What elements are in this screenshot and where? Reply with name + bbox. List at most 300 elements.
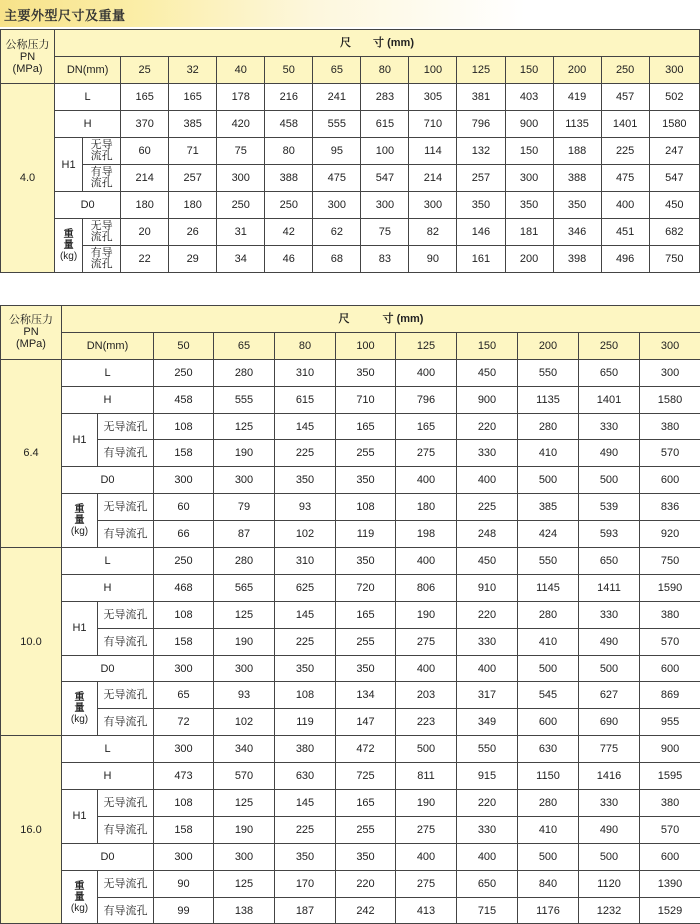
table-cell: 72 (154, 709, 214, 736)
table-cell: 350 (336, 655, 396, 682)
table-cell: 181 (505, 219, 553, 246)
table-cell: 500 (518, 467, 579, 494)
table-row (1, 111, 700, 138)
table-cell: 1590 (640, 574, 700, 601)
table-row (1, 628, 700, 655)
row-label: L (55, 84, 121, 111)
pn-value: 4.0 (1, 84, 55, 273)
table-cell: 340 (214, 736, 275, 763)
size-header: 尺 寸 (mm) (55, 30, 700, 57)
table-cell: 158 (154, 440, 214, 467)
table-cell: 180 (121, 192, 169, 219)
table-cell: 570 (640, 440, 700, 467)
table-row (1, 574, 700, 601)
table-cell: 300 (214, 467, 275, 494)
table-cell: 134 (336, 682, 396, 709)
table-cell: 93 (214, 682, 275, 709)
table-cell: 400 (457, 843, 518, 870)
h1-label: H1 (55, 138, 83, 192)
table-cell: 955 (640, 709, 700, 736)
table-cell: 1529 (640, 897, 700, 924)
table-cell: 190 (396, 601, 457, 628)
table-cell: 410 (518, 440, 579, 467)
no-guide-hole-label: 无导流孔 (98, 682, 154, 709)
table-cell: 146 (457, 219, 505, 246)
table-row (1, 440, 700, 467)
table-cell: 750 (649, 246, 699, 273)
table-cell: 330 (579, 790, 640, 817)
table-cell: 247 (649, 138, 699, 165)
table-cell: 60 (121, 138, 169, 165)
dn-value: 50 (154, 332, 214, 359)
table-cell: 87 (214, 521, 275, 548)
pn-value: 16.0 (1, 736, 62, 924)
table-cell: 457 (601, 84, 649, 111)
table-cell: 220 (457, 601, 518, 628)
table-cell: 420 (217, 111, 265, 138)
table-cell: 80 (265, 138, 313, 165)
table-cell: 1232 (579, 897, 640, 924)
table-cell: 165 (169, 84, 217, 111)
table-cell: 500 (396, 736, 457, 763)
table-cell: 690 (579, 709, 640, 736)
table-cell: 502 (649, 84, 699, 111)
table-cell: 385 (518, 494, 579, 521)
table-cell: 450 (457, 359, 518, 386)
table-cell: 570 (640, 816, 700, 843)
table-cell: 630 (518, 736, 579, 763)
table-cell: 710 (336, 386, 396, 413)
table-cell: 350 (275, 843, 336, 870)
table-cell: 627 (579, 682, 640, 709)
table-row (1, 521, 700, 548)
table-cell: 300 (640, 359, 700, 386)
table-cell: 300 (214, 655, 275, 682)
table-cell: 1580 (640, 386, 700, 413)
table-cell: 1135 (553, 111, 601, 138)
table-cell: 1416 (579, 763, 640, 790)
table-cell: 83 (361, 246, 409, 273)
table-row (1, 655, 700, 682)
table-row (1, 870, 700, 897)
table-cell: 490 (579, 440, 640, 467)
table-cell: 108 (154, 413, 214, 440)
guide-hole-label: 有导流孔 (98, 709, 154, 736)
table-cell: 257 (457, 165, 505, 192)
table-cell: 62 (313, 219, 361, 246)
table-cell: 910 (457, 574, 518, 601)
table-cell: 398 (553, 246, 601, 273)
no-guide-hole-label: 无导流孔 (98, 413, 154, 440)
table-cell: 370 (121, 111, 169, 138)
table-cell: 93 (275, 494, 336, 521)
row-label: H (62, 574, 154, 601)
weight-label: 重 量 (kg) (62, 494, 98, 548)
table-cell: 400 (396, 548, 457, 575)
table-cell: 66 (154, 521, 214, 548)
table-cell: 600 (640, 843, 700, 870)
guide-hole-label: 有导流孔 (98, 628, 154, 655)
table-row (1, 736, 700, 763)
table-row (1, 413, 700, 440)
table-cell: 473 (154, 763, 214, 790)
table-cell: 682 (649, 219, 699, 246)
table-cell: 108 (154, 790, 214, 817)
table-cell: 920 (640, 521, 700, 548)
table-cell: 242 (336, 897, 396, 924)
table-cell: 900 (640, 736, 700, 763)
table-cell: 225 (275, 628, 336, 655)
dn-value: 300 (640, 332, 700, 359)
row-label: D0 (62, 467, 154, 494)
table-cell: 248 (457, 521, 518, 548)
table-cell: 630 (275, 763, 336, 790)
table-cell: 190 (396, 790, 457, 817)
table-cell: 400 (396, 359, 457, 386)
table-cell: 305 (409, 84, 457, 111)
table-cell: 796 (396, 386, 457, 413)
table-cell: 300 (409, 192, 457, 219)
dn-label: DN(mm) (55, 57, 121, 84)
table-cell: 90 (409, 246, 457, 273)
table-cell: 132 (457, 138, 505, 165)
table-cell: 565 (214, 574, 275, 601)
dn-value: 100 (409, 57, 457, 84)
table-cell: 1401 (601, 111, 649, 138)
table-cell: 468 (154, 574, 214, 601)
table-cell: 79 (214, 494, 275, 521)
table-cell: 75 (361, 219, 409, 246)
table-row (1, 601, 700, 628)
table-cell: 330 (457, 440, 518, 467)
table-cell: 310 (275, 359, 336, 386)
weight-label: 重 量 (kg) (55, 219, 83, 273)
table-cell: 1580 (649, 111, 699, 138)
table-cell: 190 (214, 816, 275, 843)
table-cell: 458 (154, 386, 214, 413)
dn-value: 50 (265, 57, 313, 84)
table-cell: 330 (457, 628, 518, 655)
table-row (1, 246, 700, 273)
table-cell: 190 (214, 628, 275, 655)
dn-value: 150 (505, 57, 553, 84)
table-cell: 145 (275, 601, 336, 628)
table-cell: 200 (505, 246, 553, 273)
table-cell: 1150 (518, 763, 579, 790)
dn-value: 40 (217, 57, 265, 84)
dn-value: 80 (361, 57, 409, 84)
table-cell: 225 (275, 816, 336, 843)
table-cell: 165 (336, 413, 396, 440)
table-cell: 555 (313, 111, 361, 138)
table-cell: 796 (457, 111, 505, 138)
table-row (1, 843, 700, 870)
guide-hole-label: 有导流孔 (98, 440, 154, 467)
table-row (1, 763, 700, 790)
table-cell: 20 (121, 219, 169, 246)
table-cell: 300 (214, 843, 275, 870)
table-cell: 198 (396, 521, 457, 548)
pn-header: 公称压力 PN (MPa) (1, 306, 62, 360)
table-cell: 255 (336, 628, 396, 655)
table-cell: 1401 (579, 386, 640, 413)
table-cell: 250 (154, 548, 214, 575)
guide-hole-label: 有导流孔 (98, 897, 154, 924)
row-label: H (55, 111, 121, 138)
table-cell: 811 (396, 763, 457, 790)
table-cell: 275 (396, 816, 457, 843)
table-cell: 150 (505, 138, 553, 165)
table-cell: 90 (154, 870, 214, 897)
table-cell: 413 (396, 897, 457, 924)
table-cell: 34 (217, 246, 265, 273)
table-cell: 1595 (640, 763, 700, 790)
dn-value: 80 (275, 332, 336, 359)
table-cell: 400 (396, 843, 457, 870)
table-cell: 410 (518, 628, 579, 655)
no-guide-hole-label: 无导流孔 (98, 601, 154, 628)
table-cell: 220 (336, 870, 396, 897)
weight-label: 重 量 (kg) (62, 870, 98, 924)
table-cell: 380 (640, 413, 700, 440)
table-cell: 570 (640, 628, 700, 655)
table-cell: 547 (361, 165, 409, 192)
table-cell: 300 (505, 165, 553, 192)
table-cell: 380 (640, 790, 700, 817)
table-cell: 114 (409, 138, 457, 165)
table-cell: 178 (217, 84, 265, 111)
table-cell: 650 (457, 870, 518, 897)
table-cell: 400 (601, 192, 649, 219)
table-cell: 26 (169, 219, 217, 246)
dn-value: 250 (601, 57, 649, 84)
table-cell: 346 (553, 219, 601, 246)
table-cell: 102 (275, 521, 336, 548)
table-cell: 725 (336, 763, 396, 790)
table-cell: 300 (154, 655, 214, 682)
table-cell: 275 (396, 440, 457, 467)
no-guide-hole-label: 无导流孔 (98, 790, 154, 817)
dn-value: 250 (579, 332, 640, 359)
table-cell: 840 (518, 870, 579, 897)
table-cell: 147 (336, 709, 396, 736)
table-cell: 400 (396, 467, 457, 494)
table-cell: 223 (396, 709, 457, 736)
table-cell: 158 (154, 816, 214, 843)
table-cell: 451 (601, 219, 649, 246)
table-cell: 31 (217, 219, 265, 246)
table-row (1, 219, 700, 246)
table-cell: 250 (265, 192, 313, 219)
table-cell: 214 (409, 165, 457, 192)
table-cell: 280 (518, 601, 579, 628)
table-cell: 300 (313, 192, 361, 219)
table-cell: 165 (396, 413, 457, 440)
table-cell: 775 (579, 736, 640, 763)
table-cell: 350 (505, 192, 553, 219)
table-cell: 71 (169, 138, 217, 165)
table-cell: 300 (217, 165, 265, 192)
table-cell: 1120 (579, 870, 640, 897)
dn-value: 100 (336, 332, 396, 359)
table-cell: 570 (214, 763, 275, 790)
guide-hole-label: 有导 流孔 (83, 165, 121, 192)
row-label: L (62, 736, 154, 763)
table-cell: 257 (169, 165, 217, 192)
table-cell: 60 (154, 494, 214, 521)
spec-table-high-pressure (0, 305, 700, 924)
table-cell: 280 (518, 790, 579, 817)
table-cell: 180 (396, 494, 457, 521)
table-cell: 280 (214, 359, 275, 386)
table-cell: 158 (154, 628, 214, 655)
table-cell: 600 (640, 467, 700, 494)
table-cell: 350 (336, 548, 396, 575)
table-cell: 46 (265, 246, 313, 273)
table-cell: 145 (275, 413, 336, 440)
dn-value: 125 (396, 332, 457, 359)
table-cell: 350 (336, 467, 396, 494)
table-cell: 400 (396, 655, 457, 682)
table-cell: 125 (214, 413, 275, 440)
table-cell: 547 (649, 165, 699, 192)
table-cell: 600 (518, 709, 579, 736)
table-cell: 125 (214, 790, 275, 817)
table-cell: 330 (457, 816, 518, 843)
table-cell: 550 (457, 736, 518, 763)
row-label: H (62, 386, 154, 413)
table-cell: 915 (457, 763, 518, 790)
table-row (1, 192, 700, 219)
table-cell: 600 (640, 655, 700, 682)
dn-value: 65 (214, 332, 275, 359)
table-row (1, 682, 700, 709)
table-cell: 381 (457, 84, 505, 111)
dn-value: 200 (518, 332, 579, 359)
table-cell: 615 (275, 386, 336, 413)
table-cell: 220 (457, 413, 518, 440)
table-cell: 400 (457, 467, 518, 494)
table-cell: 22 (121, 246, 169, 273)
table-cell: 250 (217, 192, 265, 219)
h1-label: H1 (62, 413, 98, 467)
table-cell: 490 (579, 816, 640, 843)
table-row (1, 138, 700, 165)
table-cell: 108 (275, 682, 336, 709)
table-cell: 500 (518, 655, 579, 682)
pn-value: 6.4 (1, 359, 62, 547)
table-row (1, 84, 700, 111)
table-cell: 500 (579, 843, 640, 870)
row-label: D0 (62, 655, 154, 682)
table-cell: 310 (275, 548, 336, 575)
table-cell: 496 (601, 246, 649, 273)
table-cell: 82 (409, 219, 457, 246)
table-cell: 170 (275, 870, 336, 897)
table-row (1, 548, 700, 575)
table-cell: 1176 (518, 897, 579, 924)
no-guide-hole-label: 无导流孔 (98, 870, 154, 897)
table-cell: 1145 (518, 574, 579, 601)
table-cell: 350 (553, 192, 601, 219)
row-label: L (62, 548, 154, 575)
table-cell: 102 (214, 709, 275, 736)
table-cell: 349 (457, 709, 518, 736)
table-cell: 108 (154, 601, 214, 628)
table-cell: 458 (265, 111, 313, 138)
table-cell: 125 (214, 870, 275, 897)
table-cell: 424 (518, 521, 579, 548)
table-cell: 180 (169, 192, 217, 219)
dn-value: 25 (121, 57, 169, 84)
table-cell: 330 (579, 413, 640, 440)
guide-hole-label: 有导 流孔 (83, 246, 121, 273)
table-cell: 500 (579, 467, 640, 494)
table-cell: 500 (518, 843, 579, 870)
dn-value: 32 (169, 57, 217, 84)
table-cell: 275 (396, 870, 457, 897)
table-cell: 750 (640, 548, 700, 575)
table-cell: 161 (457, 246, 505, 273)
table-cell: 419 (553, 84, 601, 111)
table-cell: 350 (275, 655, 336, 682)
table-cell: 95 (313, 138, 361, 165)
dn-label: DN(mm) (62, 332, 154, 359)
table-cell: 475 (601, 165, 649, 192)
table-cell: 250 (154, 359, 214, 386)
table-cell: 410 (518, 816, 579, 843)
table-cell: 300 (154, 467, 214, 494)
no-guide-hole-label: 无导 流孔 (83, 138, 121, 165)
table-cell: 300 (361, 192, 409, 219)
table-cell: 225 (457, 494, 518, 521)
table-cell: 403 (505, 84, 553, 111)
h1-label: H1 (62, 601, 98, 655)
size-header: 尺 寸 (mm) (62, 306, 700, 333)
pn-value: 10.0 (1, 548, 62, 736)
table-cell: 165 (121, 84, 169, 111)
table-cell: 65 (154, 682, 214, 709)
table-cell: 108 (336, 494, 396, 521)
page-title: 主要外型尺寸及重量 (4, 5, 126, 24)
table-row (1, 816, 700, 843)
table-cell: 225 (601, 138, 649, 165)
table-cell: 119 (336, 521, 396, 548)
table-cell: 100 (361, 138, 409, 165)
dn-value: 150 (457, 332, 518, 359)
table-cell: 138 (214, 897, 275, 924)
table-cell: 317 (457, 682, 518, 709)
table-row (1, 897, 700, 924)
table-cell: 275 (396, 628, 457, 655)
table-cell: 1390 (640, 870, 700, 897)
table-cell: 1411 (579, 574, 640, 601)
table-cell: 255 (336, 440, 396, 467)
table-cell: 29 (169, 246, 217, 273)
row-label: D0 (55, 192, 121, 219)
table-cell: 216 (265, 84, 313, 111)
table-cell: 125 (214, 601, 275, 628)
table-cell: 710 (409, 111, 457, 138)
table-cell: 385 (169, 111, 217, 138)
dn-value: 200 (553, 57, 601, 84)
table-cell: 400 (457, 655, 518, 682)
table-cell: 450 (649, 192, 699, 219)
table-cell: 280 (214, 548, 275, 575)
row-label: H (62, 763, 154, 790)
table-cell: 500 (579, 655, 640, 682)
table-cell: 900 (505, 111, 553, 138)
